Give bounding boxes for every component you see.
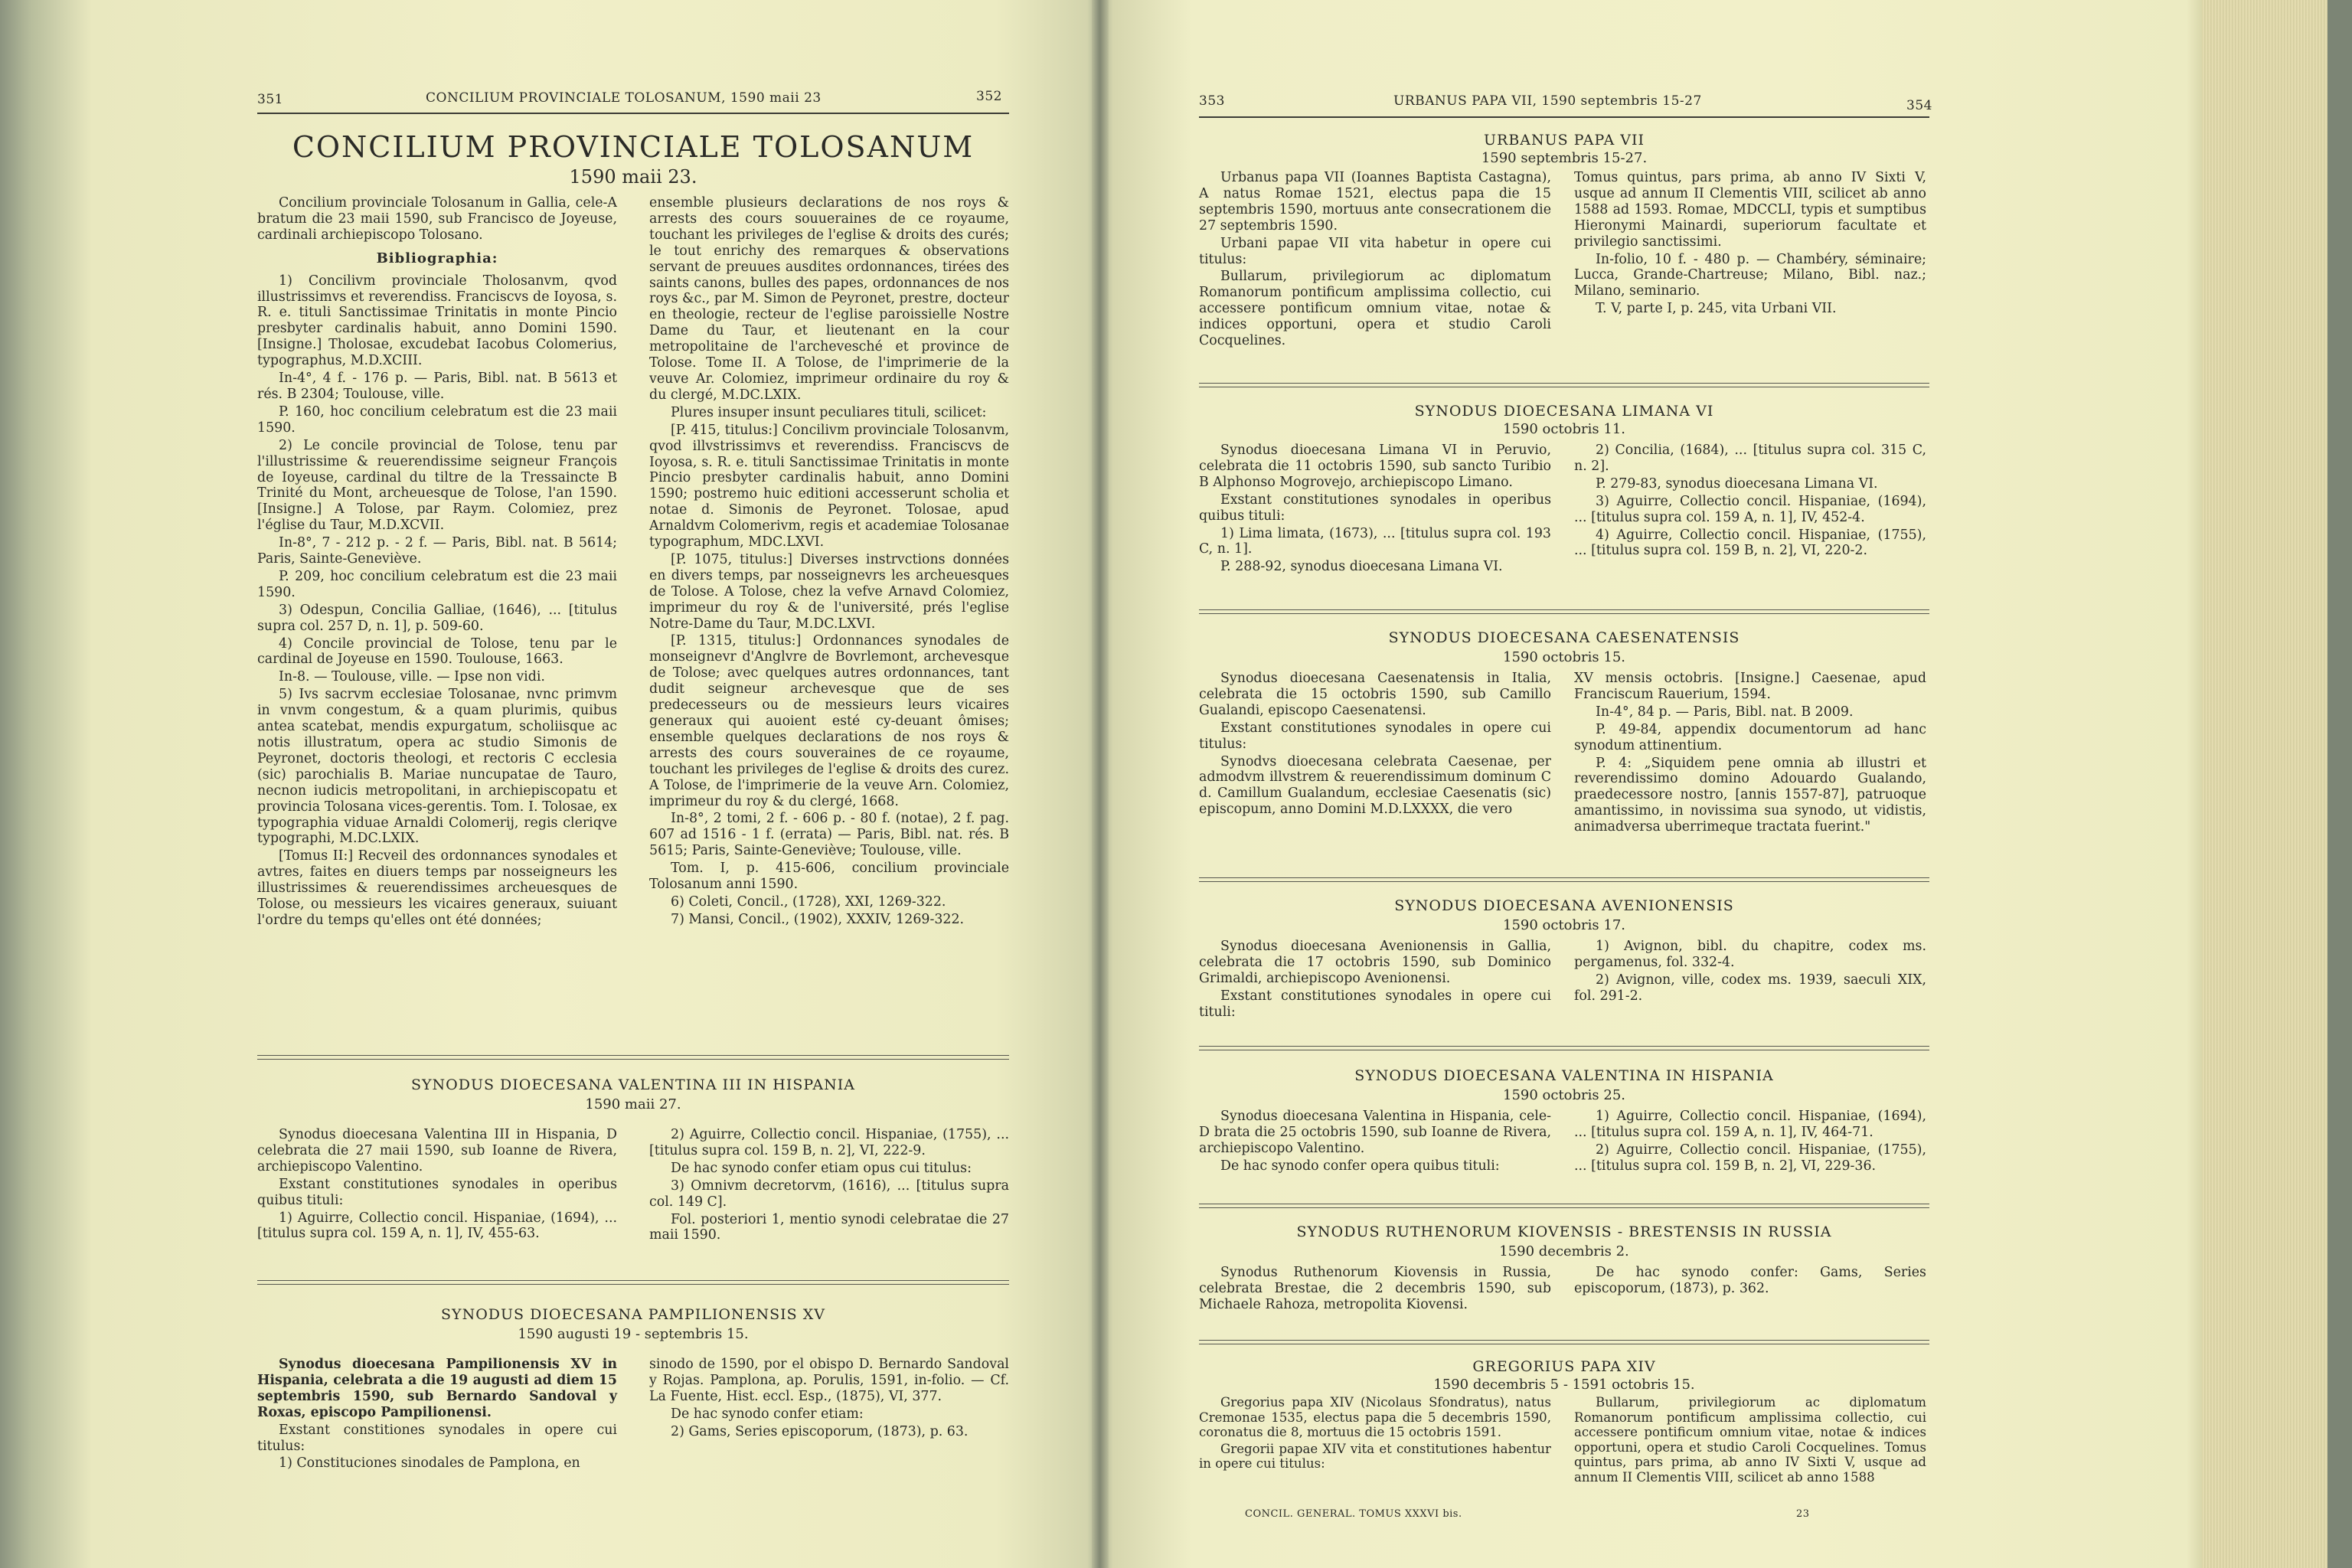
- gathering-number: 23: [1796, 1508, 1810, 1520]
- paragraph: [P. 1075, titulus:] Diverses instrvctions données en divers temps, par nosseignevrs les archeuesques de Tolose. A Tolose, chez la vefve Arnavd Colomiez, imprimeur du roy & de l'université, prés l'eglise Notre-Dame du Taur, M.DC.LXVI.: [649, 551, 1009, 632]
- running-title-right: URBANUS PAPA VII, 1590 septembris 15-27: [1393, 93, 1702, 109]
- paragraph: Tomus quintus, pars prima, ab anno IV Sixti V, usque ad annum II Clementis VIII, scilicet ab anno 1588 ad 1593. Romae, MDCCLI, typis et sumptibus Hieronymi Mainardi, superiorum facultate et privilegio sanctissimi.: [1574, 170, 1926, 250]
- section-date: 1590 maii 27.: [585, 1096, 681, 1112]
- paragraph: 2) Gams, Series episcoporum, (1873), p. 63.: [671, 1423, 969, 1439]
- paragraph: 2) Aguirre, Collectio concil. Hispaniae, (1755), ... [titulus supra col. 159 B, n. 2], VI, 229-36.: [1574, 1142, 1926, 1174]
- paragraph: De hac synodo confer: Gams, Series episcoporum, (1873), p. 362.: [1574, 1265, 1926, 1296]
- section-date: 1590 octobris 11.: [1503, 421, 1625, 437]
- paragraph: Synodus dioecesana Pampilionensis XV in Hispania, celebrata a die 19 augusti ad diem 15 septembris 1590, sub Bernardo Sandoval y Roxas, episcopo Pampilionensi.: [257, 1357, 617, 1420]
- section-date: 1590 augusti 19 - septembris 15.: [518, 1326, 749, 1342]
- paragraph: Urbani papae VII vita habetur in opere cui titulus:: [1199, 235, 1551, 267]
- paragraph: 2) Concilia, (1684), ... [titulus supra col. 315 C, n. 2].: [1574, 443, 1926, 474]
- section-date: 1590 octobris 17.: [1503, 917, 1625, 933]
- paragraph: [Tomus II:] Recveil des ordonnances synodales et avtres, faites en diuers temps par nosseigneurs les illustrissimes & reuerendissimes archeuesques de Tolose, ou messieurs les vicaires generaux, suiuant l'ordre du temps qu'elles ont été données;: [257, 848, 617, 928]
- section-date: 1590 maii 23.: [569, 166, 697, 188]
- text-column: [257, 195, 617, 930]
- section-title: SYNODUS RUTHENORUM KIOVENSIS - BRESTENSIS IN RUSSIA: [1296, 1223, 1832, 1240]
- paragraph: 4) Aguirre, Collectio concil. Hispaniae, (1755), ... [titulus supra col. 159 B, n. 2], VI, 220-2.: [1574, 527, 1926, 559]
- section-divider: [257, 1280, 1009, 1281]
- page-number-left: 351: [257, 92, 283, 107]
- section-date: 1590 octobris 15.: [1503, 649, 1625, 665]
- paragraph: In-folio, 10 f. - 480 p. — Chambéry, séminaire; Lucca, Grande-Chartreuse; Milano, Bibl. naz.; Milano, seminario.: [1574, 251, 1926, 299]
- page-number-right: 353: [1199, 93, 1225, 109]
- paragraph: In-4°, 4 f. - 176 p. — Paris, Bibl. nat. B 5613 et rés. B 2304; Toulouse, ville.: [257, 371, 617, 402]
- section-divider: [1199, 383, 1929, 384]
- paragraph: Synodus dioecesana Caesenatensis in Italia, celebrata die 15 octobris 1590, sub Camillo Gualandi, episcopo Caesenatensi.: [1199, 671, 1551, 718]
- paragraph: Synodvs dioecesana celebrata Caesenae, per admodvm illvstrem & reuerendissimum dominum C d. Camillum Gualandum, ecclesiae Caesenatis (sic) episcopum, anno Domini M.D.LXXXX, die vero: [1199, 753, 1551, 818]
- paragraph: 1) Aguirre, Collectio concil. Hispaniae, (1694), ... [titulus supra col. 159 A, n. 1], IV, 464-71.: [1574, 1109, 1926, 1140]
- section-title: GREGORIUS PAPA XIV: [1472, 1358, 1656, 1375]
- book-spine: [1092, 0, 1109, 1568]
- paragraph: P. 49-84, appendix documentorum ad hanc synodum attinentium.: [1574, 721, 1926, 753]
- paragraph: [P. 1315, titulus:] Ordonnances synodales de monseignevr d'Anglvre de Bovrlemont, archevesque de Tolose; avec quelques autres ordonnances, tant dudit seigneur archevesque que de ses predecesseurs ou de messieurs leurs vicaires generaux qui auoient esté cy-deuant ômises; ensemble quelques declarations de nos roys & arrests des cours souveraines de ce royaume, touchant les privileges de l'eglise & droits des curez. A Tolose, de l'imprimerie de la veuve Arn. Colomiez, imprimeur du roy & du clergé, 1668.: [649, 633, 1009, 809]
- paragraph: Synodus dioecesana Valentina III in Hispania, D celebrata die 27 maii 1590, sub Ioanne de Rivera, archiepiscopo Valentino.: [257, 1127, 617, 1174]
- section-date: 1590 decembris 2.: [1499, 1243, 1629, 1259]
- paragraph: ensemble plusieurs declarations de nos roys & arrests des cours souueraines de ce royaume, touchant les privileges de l'eglise & droits des curés; le tout enrichy des remarques & observations servant de preuues ausdites ordonnances, tirées des saints canons, bulles des papes, ordonnances de nos roys &c., par M. Simon de Peyronet, prestre, docteur en theologie, recteur de l'eglise paroissielle Nostre Dame du Taur, et lieutenant en la cour metropolitaine de l'archevesché et province de Tolose. Tome II. A Tolose, de l'imprimerie de la veuve Ar. Colomiez, imprimeur ordinaire du roy & du clergé, M.DC.LXIX.: [649, 195, 1009, 403]
- text-column: [1199, 443, 1551, 577]
- paragraph: P. 288-92, synodus dioecesana Limana VI.: [1220, 559, 1503, 575]
- text-column: [649, 1127, 1009, 1245]
- paragraph: P. 209, hoc concilium celebratum est die 23 maii 1590.: [257, 568, 617, 600]
- paragraph: 2) Aguirre, Collectio concil. Hispaniae, (1755), ... [titulus supra col. 159 B, n. 2], VI, 222-9.: [649, 1127, 1009, 1158]
- paragraph: P. 4: „Siquidem pene omnia ab illustri et reverendissimo domino Adouardo Gualando, praedecessore nostro, [annis 1557-87], patruoque amantissimo, in novissima sua synodo, ut vidistis, animadversa uberrimeque tractata fuerint.": [1574, 755, 1926, 835]
- book-cover-edge: [2328, 0, 2352, 1568]
- paragraph: In-4°, 84 p. — Paris, Bibl. nat. B 2009.: [1596, 704, 1854, 720]
- text-column: [1199, 939, 1551, 1022]
- paragraph: Fol. posteriori 1, mentio synodi celebratae die 27 maii 1590.: [649, 1211, 1009, 1243]
- paragraph: Plures insuper insunt peculiares tituli, scilicet:: [671, 404, 987, 420]
- paragraph: De hac synodo confer etiam:: [671, 1406, 864, 1422]
- paragraph: Synodus Ruthenorum Kiovensis in Russia, celebrata Brestae, die 2 decembris 1590, sub Michaele Rahoza, metropolita Kiovensi.: [1199, 1265, 1551, 1312]
- section-title: URBANUS PAPA VII: [1484, 132, 1645, 149]
- paragraph: 2) Avignon, ville, codex ms. 1939, saeculi XIX, fol. 291-2.: [1574, 972, 1926, 1004]
- paragraph: Bullarum, privilegiorum ac diplomatum Romanorum pontificum amplissima collectio, cui accessere pontificum omnium vitae, notae & indices opportuni, opera et studio Caroli Cocquelines.: [1199, 269, 1551, 349]
- text-column: [1199, 671, 1551, 819]
- section-divider: [257, 1059, 1009, 1060]
- header-rule-right: [1199, 116, 1929, 118]
- page-number-left-2: 352: [976, 89, 1002, 104]
- section-title: SYNODUS DIOECESANA CAESENATENSIS: [1388, 629, 1740, 646]
- paragraph: In-8°, 2 tomi, 2 f. - 606 p. - 80 f. (notae), 2 f. pag. 607 ad 1516 - 1 f. (errata) — Paris, Bibl. nat. rés. B 5615; Paris, Sainte-Geneviève; Toulouse, ville.: [649, 811, 1009, 859]
- section-title: SYNODUS DIOECESANA AVENIONENSIS: [1394, 897, 1734, 914]
- section-date: 1590 octobris 25.: [1503, 1087, 1625, 1103]
- text-column: [1199, 1109, 1551, 1176]
- paragraph: 6) Coleti, Concil., (1728), XXI, 1269-322.: [671, 893, 946, 910]
- section-divider: [1199, 1046, 1929, 1047]
- paragraph: 3) Aguirre, Collectio concil. Hispaniae, (1694), ... [titulus supra col. 159 A, n. 1], IV, 452-4.: [1574, 493, 1926, 525]
- section-divider: [1199, 613, 1929, 614]
- paragraph: In-8. — Toulouse, ville. — Ipse non vidi.: [279, 669, 545, 685]
- paragraph: De hac synodo confer opera quibus tituli:: [1220, 1158, 1500, 1174]
- text-column: [649, 1357, 1009, 1442]
- section-divider: [1199, 609, 1929, 610]
- header-rule-left: [257, 113, 1009, 114]
- running-title-left: CONCILIUM PROVINCIALE TOLOSANUM, 1590 maii 23: [426, 90, 822, 106]
- text-column: [1199, 1265, 1551, 1315]
- section-date: 1590 septembris 15-27.: [1481, 150, 1648, 166]
- paragraph: 1) Constituciones sinodales de Pamplona, en: [279, 1455, 580, 1472]
- paragraph: Tom. I, p. 415-606, concilium provinciale Tolosanum anni 1590.: [649, 861, 1009, 893]
- section-divider: [1199, 877, 1929, 878]
- paragraph: De hac synodo confer etiam opus cui titulus:: [671, 1160, 972, 1176]
- paragraph: Synodus dioecesana Avenionensis in Gallia, celebrata die 17 octobris 1590, sub Dominico Grimaldi, archiepiscopo Avenionensi.: [1199, 939, 1551, 986]
- paragraph: Synodus dioecesana Limana VI in Peruvio, celebrata die 11 octobris 1590, sub sancto Turibio B Alphonso Mogrovejo, archiepiscopo Limano.: [1199, 443, 1551, 490]
- text-column: [257, 1127, 617, 1243]
- text-column: [1199, 170, 1551, 351]
- section-divider: [1199, 881, 1929, 882]
- paragraph: Exstant constitiones synodales in opere cui titulus:: [257, 1422, 617, 1454]
- section-divider: [257, 1055, 1009, 1056]
- text-column: [1574, 1395, 1926, 1487]
- paragraph: Bullarum, privilegiorum ac diplomatum Romanorum pontificum amplissima collectio, cui accessere pontificum omnium vitae, notae & indices opportuni, opera et studio Caroli Cocquelines. Tomus quintus, pars prima, ab anno IV Sixti V, usque ad annum II Clementis VIII, scilicet ab anno 1588: [1574, 1395, 1926, 1485]
- paragraph: 1) Avignon, bibl. du chapitre, codex ms. pergamenus, fol. 332-4.: [1574, 939, 1926, 970]
- paragraph: Exstant constitutiones synodales in opere cui tituli:: [1199, 988, 1551, 1020]
- paragraph: 3) Odespun, Concilia Galliae, (1646), ... [titulus supra col. 257 D, n. 1], p. 509-60.: [257, 602, 617, 634]
- paragraph: Exstant constitutiones synodales in opere cui titulus:: [1199, 720, 1551, 752]
- paragraph: Urbanus papa VII (Ioannes Baptista Castagna), A natus Romae 1521, electus papa die 15 septembris 1590, mortuus ante consecrationem die 27 septembris 1590.: [1199, 170, 1551, 234]
- paragraph: 3) Omnivm decretorvm, (1616), ... [titulus supra col. 149 C].: [649, 1178, 1009, 1210]
- text-column: [1574, 443, 1926, 560]
- paragraph: Concilium provinciale Tolosanum in Gallia, cele-A bratum die 23 maii 1590, sub Francisco de Joyeuse, cardinali archiepiscopo Tolosano.: [257, 195, 617, 243]
- text-column: [1574, 170, 1926, 318]
- section-title: CONCILIUM PROVINCIALE TOLOSANUM: [292, 130, 975, 164]
- paragraph: Exstant constitutiones synodales in operibus quibus tituli:: [257, 1176, 617, 1208]
- section-title: SYNODUS DIOECESANA PAMPILIONENSIS XV: [441, 1306, 825, 1323]
- text-column: [1199, 1395, 1551, 1473]
- paragraph: sinodo de 1590, por el obispo D. Bernardo Sandoval y Rojas. Pamplona, ap. Porulis, 1591, in-folio. — Cf. La Fuente, Hist. eccl. Esp., (1875), VI, 377.: [649, 1357, 1009, 1404]
- paragraph: Exstant constitutiones synodales in operibus quibus tituli:: [1199, 492, 1551, 524]
- section-date: 1590 decembris 5 - 1591 octobris 15.: [1433, 1377, 1695, 1393]
- paragraph: 2) Le concile provincial de Tolose, tenu par l'illustrissime & reuerendissime seigneur François de Ioyeuse, cardinal du tiltre de la Tressaincte B Trinité du Mont, archeuesque de Tolose, l'an 1590. [Insigne.] A Tolose, par Raym. Colomiez, prez l'église du Taur, M.D.XCVII.: [257, 437, 617, 534]
- text-column: [649, 195, 1009, 929]
- section-divider: [1199, 1207, 1929, 1208]
- paragraph: Synodus dioecesana Valentina in Hispania, cele- D brata die 25 octobris 1590, sub Ioanne de Rivera, archiepiscopo Valentino.: [1199, 1109, 1551, 1156]
- subheading-bibliographia: Bibliographia:: [376, 250, 498, 266]
- paragraph: In-8°, 7 - 212 p. - 2 f. — Paris, Bibl. nat. B 5614; Paris, Sainte-Geneviève.: [257, 535, 617, 567]
- text-column: [1574, 1265, 1926, 1298]
- text-column: [1574, 939, 1926, 1006]
- paragraph: P. 160, hoc concilium celebratum est die 23 maii 1590.: [257, 403, 617, 436]
- paragraph: 1) Aguirre, Collectio concil. Hispaniae, (1694), ... [titulus supra col. 159 A, n. 1], IV, 455-63.: [257, 1210, 617, 1242]
- text-column: [257, 1357, 617, 1473]
- paragraph: 1) Concilivm provinciale Tholosanvm, qvod illustrissimvs et reverendiss. Franciscvs de Ioyosa, s. R. e. tituli Sanctissimae Trinitatis in monte Pincio presbyter cardinalis habuit, anno Domini 1590. [Insigne.] Tholosae, excudebat Iacobus Colomerius, typographus, M.D.XCIII.: [257, 273, 617, 369]
- section-title: SYNODUS DIOECESANA LIMANA VI: [1414, 403, 1714, 420]
- paragraph: 7) Mansi, Concil., (1902), XXXIV, 1269-322.: [671, 911, 965, 927]
- paragraph: [P. 415, titulus:] Concilivm provinciale Tolosanvm, qvod illvstrissimvs et reverendiss. Franciscvs de Ioyosa, s. R. e. tituli Sanctissimae Trinitatis in monte Pincio presbyter cardinalis habuit, anno Domini 1590; postremo huic editioni accesserunt scholia et notae d. Simonis de Peyronet. Tolosae, apud Arnaldvm Colomerivm, regis et academiae Tolosanae typographum, MDC.LXVI.: [649, 422, 1009, 550]
- paragraph: P. 279-83, synodus dioecesana Limana VI.: [1596, 475, 1878, 492]
- signature-mark: CONCIL. GENERAL. TOMUS XXXVI bis.: [1245, 1508, 1462, 1520]
- paragraph: 5) Ivs sacrvm ecclesiae Tolosanae, nvnc primvm in vnvm congestum, & a quam plurimis, quibus antea scatebat, mendis expurgatum, scholiisque ac notis illustratum, opera ac studio Simonis de Peyronet, doctoris theologi, et rectoris C ecclesia (sic) parochialis B. Mariae nuncupatae de Tauro, necnon iudicis metropolitani, in archiepiscopatu et provincia Tolosana vices-gerentis. Tom. I. Tolosae, ex typographia viduae Arnaldi Colomerij, regis cleriqve typographi, M.DC.LXIX.: [257, 687, 617, 847]
- text-column: [1574, 1109, 1926, 1176]
- page-number-right-2: 354: [1906, 98, 1932, 113]
- section-title: SYNODUS DIOECESANA VALENTINA III IN HISPANIA: [410, 1076, 856, 1093]
- text-column: [1574, 671, 1926, 837]
- paragraph: Gregorii papae XIV vita et constitutiones habentur in opere cui titulus:: [1199, 1441, 1551, 1472]
- section-title: SYNODUS DIOECESANA VALENTINA IN HISPANIA: [1354, 1067, 1774, 1084]
- section-divider: [257, 1284, 1009, 1285]
- paragraph: XV mensis octobris. [Insigne.] Caesenae, apud Franciscum Rauerium, 1594.: [1574, 671, 1926, 702]
- paragraph: T. V, parte I, p. 245, vita Urbani VII.: [1596, 301, 1837, 317]
- paragraph: Gregorius papa XIV (Nicolaus Sfondratus), natus Cremonae 1535, electus papa die 5 decembris 1590, coronatus die 8, mortuus die 15 octobris 1591.: [1199, 1395, 1551, 1440]
- section-divider: [1199, 1340, 1929, 1341]
- paragraph: 1) Lima limata, (1673), ... [titulus supra col. 193 C, n. 1].: [1199, 525, 1551, 557]
- paragraph: 4) Concile provincial de Tolose, tenu par le cardinal de Joyeuse en 1590. Toulouse, 1663.: [257, 635, 617, 668]
